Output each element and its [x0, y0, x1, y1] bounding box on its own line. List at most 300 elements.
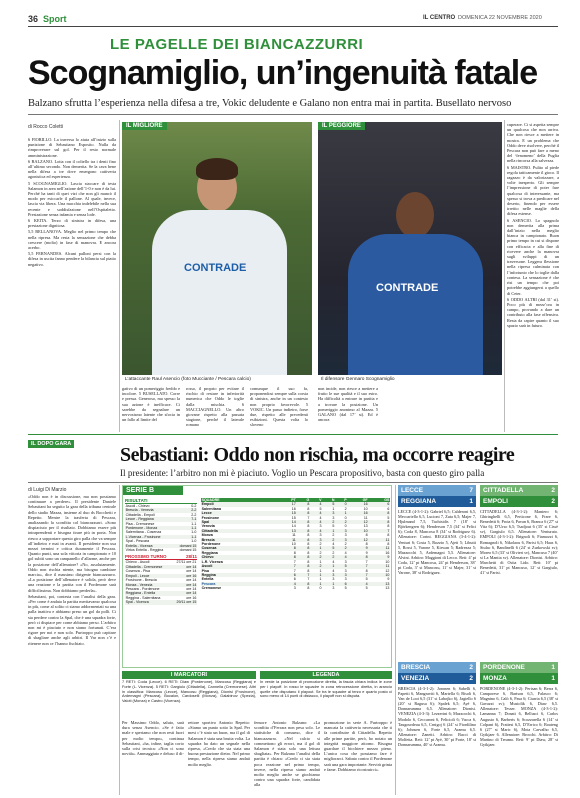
- table-cell: 16: [291, 506, 296, 511]
- match-report-brescia-venezia: [398, 662, 476, 794]
- table-cell: 8: [296, 520, 310, 524]
- away-score: 1: [469, 498, 473, 505]
- worst-label: IL PEGGIORE: [318, 122, 365, 130]
- results-label: RISULTATI: [125, 498, 197, 504]
- worst-photo: [318, 122, 502, 384]
- table-cell: ore 14: [186, 586, 197, 591]
- table-cell: 13: [363, 524, 368, 529]
- table-cell: 8: [277, 555, 297, 559]
- player-shirt: [152, 210, 287, 380]
- table-cell: Brescia: [201, 538, 277, 542]
- table-cell: L.Vicenza - Frosinone: [125, 535, 174, 539]
- match-report-pordenone-monza: [480, 662, 558, 794]
- next-round-label: PROSSIMO TURNO: [125, 554, 167, 560]
- table-cell: 8: [307, 568, 310, 573]
- home-team-row: [480, 662, 558, 673]
- best-label: IL MIGLIORE: [122, 122, 167, 130]
- table-cell: 4: [344, 550, 347, 555]
- table-cell: 8: [365, 568, 368, 573]
- table-cell: 8: [368, 520, 390, 524]
- table-cell: 1: [319, 577, 322, 582]
- away-score: 1: [551, 675, 555, 682]
- subheadline: Balzano sfrutta l’esperienza nella difesa a tre, Vokic deludente e Galano non entra mai in partita. Busellato nervoso: [28, 98, 512, 109]
- table-cell: 5: [387, 515, 390, 520]
- table-cell: 0: [319, 586, 322, 591]
- table-cell: 8: [347, 555, 368, 559]
- kicker: LE PAGELLE DEI BIANCAZZURRI: [110, 36, 364, 53]
- table-cell: Pescara: [201, 582, 277, 586]
- ratings-column-3: rosso, il proprio per evitare il rischio di restare in inferiorità numerica che Oddo le toglie dalla mischia. 6 MACCIAGNELLO. Un altro giovane rispetto alla passata stagione, perché il laterale romano: [186, 386, 244, 428]
- table-cell: 4: [310, 529, 322, 533]
- table-cell: 8: [296, 564, 310, 568]
- table-cell: Spal: [201, 520, 277, 524]
- table-cell: 3: [332, 586, 335, 591]
- table-cell: 6: [387, 506, 390, 511]
- table-cell: Brescia - Venezia: [125, 508, 174, 512]
- table-cell: 3: [344, 568, 347, 573]
- match-text: LECCE (4-3-1-2): Gabriel 6,5; Calderoni 6,5, Meccariello 6,5, Lucioni 7, Zuta 6,5; Majer 7, Hjulmand 7,5, Tachtsidis 7 (18’ st Björkengren 6); Henderson 7,5 (34’ st Felici 6); Coda 8, Mancosu 8 (34’ st Rodriguez 6). Allenatore: Corini. REGGIANA (3-4-1-2): Venturi 6; Costa 5, Rozzio 5, Ajeti 5; Libutti 5, Rossi 5, Varone 5, Kirwan 5; Radrezza 5; Mazzocchi 5, Ardemagni 5,5. Allenatore: Alvini. Arbitro: Maggioni di Lecco. Reti: 4’ pt Coda, 12’ pt Mancosu, 24’ pt Henderson, 38’ pt Coda, 3’ st Mancosu, 11’ st Majer, 31’ st Varone, 38’ st Rodriguez.: [398, 509, 476, 576]
- table-cell: 5: [322, 502, 335, 506]
- home-team-row: [398, 662, 476, 673]
- result-row: [125, 548, 197, 552]
- table-cell: 8: [293, 550, 296, 555]
- table-cell: 1: [319, 559, 322, 564]
- page-header: [28, 13, 558, 27]
- table-cell: 7: [307, 577, 310, 582]
- table-cell: 8: [387, 533, 390, 538]
- table-cell: 16: [347, 511, 368, 515]
- home-score: 2: [469, 664, 473, 671]
- table-cell: Lecce: [201, 511, 277, 515]
- table-cell: 4: [332, 568, 335, 573]
- table-cell: 1: [319, 568, 322, 573]
- table-cell: ore 16: [186, 595, 197, 600]
- table-cell: 4: [319, 515, 322, 520]
- away-team: EMPOLI: [483, 498, 508, 505]
- table-cell: 1-1: [191, 521, 197, 526]
- table-cell: Entella - Vicenza: [125, 544, 174, 548]
- table-cell: 13: [277, 529, 297, 533]
- table-cell: ore 14: [186, 569, 197, 574]
- headline: Scognamiglio, un’ingenuità fatale: [28, 54, 538, 92]
- table-cell: 7-1: [174, 517, 197, 521]
- table-cell: 3: [335, 529, 347, 533]
- next-round-date: 28/11: [185, 554, 197, 560]
- rating-sub: 6 ODDO ALTRI (dal 31’ st). Poco più di mezz’ora in campo, provando a dare un contributo alla fase offensiva. Resta da capire quanto il suo spazio sarà in futuro.: [507, 296, 559, 328]
- best-caption: L’attaccante Raul Asencio (foto Mucciante / Pescara calcio): [122, 375, 312, 384]
- fixture-row: [125, 600, 197, 604]
- table-cell: 3: [319, 533, 322, 538]
- away-team-row: [480, 496, 558, 507]
- table-cell: 1-1: [174, 535, 197, 539]
- table-cell: 3: [293, 586, 296, 591]
- table-cell: 9: [365, 550, 368, 555]
- table-cell: Frosinone - Brescia: [125, 578, 157, 583]
- table-cell: 14: [291, 524, 296, 529]
- table-cell: 2: [332, 533, 335, 538]
- match-text: PORDENONE (4-3-1-2): Perisan 6; Berra 6, Camporese 6, Barison 6,5, Falasco 6; Magnino 6, Calò 6, Pasa 6; Ciurria 6,5 (38’ st Gavazzi sv); Musiolik 6, Diaw 6,5. Allenatore: Tesser. MONZA (4-3-1-2): Lamanna 7; Donati 6, Bellusci 6, Carlos Augusto 6, Barberis 6; Scozzarella 6 (14’ st Colpani 6), Frattesi 6,5, D’Errico 6; Boateng 6 (27’ st Maric 6), Mota Carvalho 6,5, Gytkjaer 6. Allenatore: Brocchi. Arbitro: Di Martino di Teramo. Reti: 9’ pt Diaw, 28’ st Gytkjaer.: [480, 686, 558, 748]
- table-cell: 0: [335, 502, 347, 506]
- table-cell: ore 14: [171, 565, 197, 569]
- table-cell: 2-2: [174, 508, 197, 512]
- rating-fernandes: 5,5 FERNANDES. Alcuni palloni persi con la difesa in uscita fanno pendere la bilancia sul piatto negativo.: [28, 251, 116, 267]
- table-cell: 5: [335, 564, 347, 568]
- away-score: 2: [551, 498, 555, 505]
- article-column-5: promozione in serie A. Purtroppo è mancata la cattiveria necessaria che ti fa contribuire di Cittadella. Repetto alle prime partite, però, ho notato un integrità maggiore attorno. Bisogna guardare il bicchiere mezzo pieno. L’unica cosa che possiamo fare è migliorarci. Sabato contro il Pordenone sarà una gara importante. Servirà grinta e fame. Dobbiamo ricostruirci».: [324, 720, 392, 772]
- table-cell: 6: [368, 502, 390, 506]
- table-cell: Pisa - Cremonese: [125, 521, 155, 526]
- away-team-row: [480, 673, 558, 684]
- table-cell: 2-2: [191, 512, 197, 517]
- table-cell: Cosenza: [201, 546, 277, 550]
- table-cell: Pescara - Pordenone: [125, 586, 160, 591]
- table-cell: 4: [310, 520, 322, 524]
- table-cell: 4: [310, 502, 322, 506]
- table-cell: 2: [319, 550, 322, 555]
- rating-asencio: 6 ASENCIO. Lo spagnolo non demerita alla prima dall’inizio nella meglio bianca in campionato. Buon primo tempo in cui si dispone con efficacia e alla fine di ricevere anche la manovra sugli sviluppi di un traversone. Leggera flessione nella ripresa culminata con l’infortunio che lo toglie dalla contesa. La sensazione è che risi un tempo che poi potrebbe aggiungersi a quello di Ceter.: [507, 217, 559, 296]
- table-cell: Ascoli: [201, 564, 277, 568]
- table-cell: Monza - Venezia: [125, 583, 171, 587]
- table-cell: 9: [387, 577, 390, 582]
- table-cell: Reggiana: [201, 550, 218, 555]
- match-report-cittadella-empoli: [480, 485, 558, 657]
- table-cell: 4: [277, 582, 297, 586]
- table-cell: 7: [296, 573, 310, 577]
- legenda-label: LEGENDA: [260, 671, 392, 679]
- table-cell: 13: [385, 586, 390, 591]
- results-table: [125, 504, 197, 552]
- column-header: P: [335, 498, 347, 502]
- table-cell: Ascoli - Chievo: [125, 504, 150, 508]
- table-cell: Pordenone: [201, 542, 221, 547]
- table-cell: ore 14: [171, 591, 197, 595]
- standings-row: [201, 586, 390, 590]
- table-cell: 7: [347, 573, 368, 577]
- table-cell: 16: [347, 502, 368, 506]
- table-cell: 4: [332, 559, 335, 564]
- table-cell: 8: [365, 533, 368, 538]
- table-cell: 6: [293, 577, 296, 582]
- player-head: [396, 192, 434, 238]
- ratings-column-6: [507, 122, 559, 430]
- table-cell: 10: [368, 573, 390, 577]
- table-cell: 3: [344, 533, 347, 538]
- table-cell: 7: [293, 568, 296, 573]
- rating-balzano: 6 BALZANO. Lotta con il coltello tra i denti fino all’ultimo secondo. Non demerita. Se la cava bene nella difesa a tre dove emergono cattiveria agonistica ed esperienza.: [28, 158, 116, 180]
- table-cell: 2: [344, 506, 347, 511]
- table-cell: 5: [319, 506, 322, 511]
- article-column-4: fensore Antonio Balzano: «La sconfitta d’Ferrara non pesa solo. Le statistiche di consumo, dice il biancazzurro. «Nel calcio si commettono gli errori, ma il gol di Salamon è stata solo una lettura sbagliata». Per Balzano l’analisi della partita è chiara: «Credo ci sia stata poca reazione nel primo tempo, invece, nella ripresa siamo andati molto meglio anche se giochiamo contro una squadra forte, candidata alla: [254, 720, 320, 788]
- table-cell: Spal - Pescara: [125, 539, 150, 544]
- table-cell: Venezia: [201, 524, 215, 529]
- table-cell: 8: [307, 524, 310, 529]
- issue-date: DOMENICA 22 NOVEMBRE 2020: [458, 15, 542, 21]
- table-cell: 7: [347, 564, 368, 568]
- home-team-row: [480, 485, 558, 496]
- table-cell: Cremonese: [201, 586, 222, 591]
- match-text: BRESCIA (4-3-1-2): Joronen 6; Sabelli 6, Papetti 6, Mangraviti 6, Martella 6; Bisoli 6, Van de Looi 6,5 (31’ st Labojko 6), Jagiello 6 (20’ st Ragusa 6); Spalek 6,5; Ayè 6, Donnarumma 6,5. Allenatore: Dionisi. VENEZIA (4-3-3): Lezzerini 6; Mazzocchi 6, Modolo 6, Ceccaroni 6, Felicioli 6; Vacca 6, Taugourdeau 6,5, Crnigoj 6 (24’ st Fiordilino 6); Johnsen 6, Forte 6,5, Aramu 6,5. Allenatore: Zanetti. Arbitro: Bacci di Molfetta. Reti: 12’ pt Ayè, 30’ pt Forte, 18’ st Donnarumma, 40’ st Aramu.: [398, 686, 476, 748]
- table-cell: ore 14: [171, 583, 197, 587]
- table-cell: 6: [335, 582, 347, 586]
- table-cell: 8: [307, 559, 310, 564]
- best-photo: [122, 122, 312, 384]
- legenda-text: In verde la posizione di promozione diretta, la fascia chiara indica le zone per i playoff. In rosso le squadre in zona retrocessione diretta, in arancio quelle che disputano il playout. Se tra le squadre al terzo e quarto posto ci sono meno di 14 punti di distacco, il playoff non si disputa.: [260, 680, 392, 699]
- table-cell: 3: [344, 577, 347, 582]
- table-cell: 8: [296, 529, 310, 533]
- table-cell: 8: [296, 546, 310, 550]
- table-cell: 3: [335, 573, 347, 577]
- results-panel: [125, 498, 197, 605]
- table-cell: 8: [387, 524, 390, 529]
- table-cell: 2: [310, 564, 322, 568]
- table-cell: 15: [277, 511, 297, 515]
- column-header: GS: [368, 498, 390, 502]
- table-cell: Salernitana - Cosenza: [125, 530, 162, 535]
- table-cell: Pordenone - Monza: [125, 526, 174, 530]
- table-cell: 5: [344, 586, 347, 591]
- table-cell: 10: [363, 506, 368, 511]
- away-team: VENEZIA: [401, 675, 430, 682]
- column-header: SQUADRE: [201, 498, 277, 502]
- table-cell: Empoli - Lecce: [125, 574, 171, 578]
- table-cell: 1-0: [191, 539, 197, 544]
- table-cell: Reggina: [201, 573, 277, 577]
- serie-b-box: [122, 485, 392, 668]
- table-cell: 11: [368, 564, 390, 568]
- table-cell: 12: [347, 520, 368, 524]
- table-cell: 1: [332, 506, 335, 511]
- table-cell: 2: [344, 542, 347, 547]
- table-cell: 8: [307, 550, 310, 555]
- table-cell: 3: [310, 538, 322, 542]
- table-cell: 0: [344, 515, 347, 520]
- player-shirt: [348, 234, 483, 384]
- table-cell: 3: [322, 511, 335, 515]
- article-column-2: Per Massimo Oddo, saluto, sarà dura senza Asencio. «Se è fatto male e speriamo che non resti fuori per molto tempo», continua Sebastiani, «ha, infine, taglia corto sulla crisi tecnica: «Non ci sono novità». Ammaggiato e deluso il di-: [122, 720, 184, 757]
- table-cell: 8: [368, 511, 390, 515]
- standings-table: [201, 498, 390, 591]
- table-cell: 8: [307, 586, 310, 591]
- table-cell: 4: [335, 555, 347, 559]
- table-cell: 2: [332, 550, 335, 555]
- table-cell: 16: [385, 550, 390, 555]
- table-cell: 11: [292, 533, 296, 538]
- table-cell: 8: [307, 506, 310, 511]
- table-cell: Cittadella - Empoli: [125, 512, 155, 517]
- table-cell: 8: [296, 502, 310, 506]
- player-hair: [196, 158, 238, 180]
- table-cell: 1: [335, 511, 347, 515]
- table-cell: 7: [277, 564, 297, 568]
- table-cell: 8: [307, 533, 310, 538]
- table-cell: 8: [365, 542, 368, 547]
- table-cell: Cittadella - Cremonese: [125, 565, 171, 569]
- byline: di Rocco Coletti: [28, 124, 64, 130]
- table-cell: 1: [310, 573, 322, 577]
- table-cell: Virtus Entella - Reggina: [125, 548, 164, 553]
- table-cell: 7: [307, 515, 310, 520]
- table-cell: 3: [332, 577, 335, 582]
- table-cell: Pisa: [201, 568, 209, 573]
- table-cell: 0: [344, 524, 347, 529]
- table-cell: 1: [310, 582, 322, 586]
- table-cell: Frosinone: [201, 515, 219, 520]
- table-cell: 14: [277, 520, 297, 524]
- table-cell: 9: [368, 555, 390, 559]
- table-cell: 29/11 ore 15: [171, 600, 197, 604]
- rating-scognamiglio: 5 SCOGNAMIGLIO. Lascia staccare di testa Salamon in area nell’azione dell’1-0 e non è da lui. Perché ha tanti di quei vizi che non gli mancò il modo per esiccarle il pallone. Al quale, invece, lascia via libera. Una macchia indelebile nella sua recente e soddisfazione nell’Ospitaletto. Prestazione senza infamia e senza lode.: [28, 180, 116, 217]
- table-cell: 3: [322, 573, 335, 577]
- table-cell: Spal - Vicenza: [125, 600, 171, 604]
- table-cell: 6: [277, 573, 297, 577]
- table-cell: 1: [322, 529, 335, 533]
- table-cell: 2: [319, 542, 322, 547]
- table-cell: 5: [332, 524, 335, 529]
- away-team-row: [398, 673, 476, 684]
- home-team: CITTADELLA: [483, 487, 524, 494]
- home-score: 7: [469, 487, 473, 494]
- table-cell: 7: [293, 559, 296, 564]
- home-team: PORDENONE: [483, 664, 525, 671]
- table-cell: 3: [319, 524, 322, 529]
- table-cell: 8: [296, 538, 310, 542]
- table-cell: Monza: [201, 533, 213, 538]
- table-cell: 8: [387, 542, 390, 547]
- table-cell: 5: [322, 546, 335, 550]
- table-cell: 11: [368, 538, 390, 542]
- table-cell: Chievo - Ascoli: [125, 560, 150, 565]
- ratings-column-2: gativo di un pomeriggio freddo e incolore. 5 BUSELLATO. Corre e pressa. Generoso, ma spesso la sua azione è inefficace. Ci sarebbe da segnalare un nervosismo latente che sfocia in un fallo al limite del: [122, 386, 180, 423]
- table-cell: 3: [332, 515, 335, 520]
- table-cell: 2: [322, 538, 335, 542]
- marcatori-text: 7 RETI: Coda (Lecce). 6 RETI: Diaw (Pordenone), Mancosu (Reggiana) e Forte (L. Vicenza). 5 RETI: Gargiulo (Cittadella), Cannella (Cremonese). Altri in classifica: Mancosu (Lecce), Mancosu (Reggiana), Dionisi (Frosinone), Ardemagni (Pescara), Bocalon, Cardoselli (Monza), Galabinov (Spezia), Valoti (Monza) e Castro (Vicenza).: [122, 680, 256, 704]
- table-cell: 3: [344, 559, 347, 564]
- away-team-row: [398, 496, 476, 507]
- table-cell: Lecce - Reggiana: [125, 517, 174, 521]
- table-cell: 2: [310, 555, 322, 559]
- rating-maistro: 6 MAISTRO. Pulito al piede regola tatticamente il gioco. Il ragazzo è da valorizzare, a volte inesperto. Gli sempre l’impressione di poter fare qualcosa di interessante, ma spesso si trova a predicare nel deserto, finendo per essere irretito nelle maglie della difesa estense.: [507, 164, 559, 217]
- column-header: N: [322, 498, 335, 502]
- home-team: BRESCIA: [401, 664, 431, 671]
- table-cell: Cosenza - Pisa: [125, 569, 150, 574]
- table-cell: Empoli: [201, 502, 277, 506]
- table-cell: 1-0: [191, 530, 197, 535]
- dopo-gara-byline: di Luigi Di Marzio: [28, 487, 67, 493]
- away-score: 2: [469, 675, 473, 682]
- rating-continued: cuperare. Ci si aspetta sempre un qualcosa che non arriva. Che non riesce a mettere in mostra. E un problema che Oddo deve risolvere, perché il Pescara non può fare a meno del ‘fenomeno’ della Puglia nella rincorsa alla salvezza.: [507, 122, 559, 164]
- table-cell: Chievo: [201, 555, 277, 559]
- table-cell: 1: [310, 546, 322, 550]
- table-cell: 1: [322, 564, 335, 568]
- ratings-column-1: [28, 137, 116, 397]
- table-cell: Salernitana: [201, 506, 221, 511]
- home-team: LECCE: [401, 487, 424, 494]
- table-cell: 11: [363, 515, 368, 520]
- column-header: PT: [277, 498, 297, 502]
- table-cell: 5: [365, 586, 368, 591]
- table-cell: 3: [335, 538, 347, 542]
- column-header: GF: [347, 498, 368, 502]
- article-paragraph: Sebastiani, poi, contesta con l’analisi della gara. «Per come è andata la partita meritavamo qualcosa in più, come al solito ci siamo addormentati su una palla inattiva e abbiamo preso un gol da polli. Ci sta perdere contro la Spal, che è una squadra forte, però ci dispiace per come abbiamo perso. L’arbitro non mi è piaciuto e non siamo fortunati. C’era rigore per noi e non solo. Purtroppo può capitare di sbagliare anche agli arbitri. Il Var non c’è e ritenere non ce l’hanno fischiato.: [28, 593, 116, 646]
- table-cell: Reggiana - Entella: [125, 591, 171, 595]
- table-cell: 7: [368, 529, 390, 533]
- home-score: 2: [551, 487, 555, 494]
- table-cell: 7: [365, 559, 368, 564]
- home-team-row: [398, 485, 476, 496]
- table-cell: 4: [310, 511, 322, 515]
- table-cell: 8: [296, 511, 310, 515]
- table-cell: domani 15: [179, 548, 197, 553]
- marcatori-label: I MARCATORI: [122, 671, 256, 679]
- table-cell: 27/11 ore 21: [176, 560, 197, 565]
- match-report-lecce-reggiana: [398, 485, 476, 657]
- table-cell: ore 14: [186, 578, 197, 583]
- next-round-table: [125, 560, 197, 604]
- table-cell: L.R. Vicenza: [201, 559, 223, 564]
- table-cell: 10: [291, 542, 296, 547]
- standings-panel: [201, 498, 390, 591]
- ratings-column-4: comunque il suo fa, proponendosi sempre sulla corsia di sinistra, anche in un contesto non proprio favorevole. 5 VOKIC. Un passo indietro, forse due, rispetto alle precedenti esibizioni. Questa volta lo sloveno: [250, 386, 308, 428]
- table-cell: ore 16: [171, 574, 197, 578]
- table-cell: Entella: [201, 577, 214, 582]
- table-cell: domani 15: [174, 544, 197, 548]
- table-cell: 0-2: [191, 504, 197, 508]
- article-paragraph: «Oddo non è in discussione, ma non possiamo continuare a perdere». Il presidente Daniele Sebastiani ha seguito la gara della tribuna centrale dello stadio Mazza, insieme al duo ds Bocchetti e Repetto. Mentre la trasferta di Pescara, analizzando la sconfitta col biancazzurri. «Sono dispiaciuto per il risultato. Dobbiamo essere più intraprendenti e bisogna tirare più in porta. Non riesco a sopportare questo giro palla che va sempre all’indietro e mai in avanti. Il presidente non usa mezzi termini e critica duramente il Pescara. Quanto punti, una sola vittoria in campionato e 10 gol subiti sono un campanello d’allarme, anche per la posizione dell’allenatore? «No, assolutamente. Oddo non rischia niente, ma bisogna cambiare marcia», dice il massimo dirigente biancazzurro. «La posizione dell’allenatore è solida, però deve una reazione e la partita con il Pordenone sarà difficilissima. Non dobbiamo perderla».: [28, 494, 116, 593]
- table-cell: 1: [322, 582, 335, 586]
- ratings-column-5: non incide, non riesce a mettere a frutto le sue qualità e il suo estro. Ha difficoltà a entrare in partita e a trovare la posizione. Un pomeriggio anonimo al Mazza. 5 GALANO (dal 17’ st). Ed è ancora: [318, 386, 378, 423]
- shirt-sponsor: CONTRADE: [184, 262, 247, 274]
- paper-name: IL CENTRO: [423, 15, 456, 21]
- serie-b-label: SERIE B: [123, 486, 183, 495]
- worst-caption: Il difensore Gennaro Scognamiglio: [318, 375, 502, 384]
- table-cell: 8: [307, 542, 310, 547]
- table-cell: 8: [296, 582, 310, 586]
- home-score: 1: [551, 664, 555, 671]
- table-cell: 8: [296, 555, 310, 559]
- table-cell: 10: [385, 559, 390, 564]
- article-column-1: [28, 494, 116, 792]
- dopo-gara-label: IL DOPO GARA: [28, 440, 74, 448]
- article-column-3: rettore sportivo Antonio Repetto: «Siamo un punto sotto la Spal. Per mesi c’è stato un buon, ma il gol di Salamon è stata una brutta volta. La squadra ha dato un segnale nella ripresa, «Credo che sia stata una buona prestazione dietro. Nel primo tempo, nella ripresa siamo andati molto meglio.: [188, 720, 250, 767]
- dopo-gara-subheadline: Il presidente: l’arbitro non mi è piaciuto. Voglio un Pescara propositivo, basta con questo giro palla: [120, 468, 485, 478]
- table-cell: 9: [347, 546, 368, 550]
- table-cell: 12: [385, 568, 390, 573]
- table-cell: 11: [368, 546, 390, 550]
- table-cell: 1-1: [174, 526, 197, 530]
- table-cell: 2: [322, 555, 335, 559]
- section-name: Sport: [43, 14, 67, 24]
- shirt-sponsor: CONTRADE: [376, 282, 439, 294]
- table-cell: Cittadella: [201, 529, 277, 533]
- table-cell: 13: [368, 582, 390, 586]
- table-cell: 2: [335, 546, 347, 550]
- rating-keita: 6 KEITA. Terzo di sinistra in difesa, una prestazione dignitosa.: [28, 218, 116, 229]
- table-cell: 4: [347, 582, 368, 586]
- table-cell: Reggina - Salernitana: [125, 595, 161, 600]
- table-cell: 4: [332, 542, 335, 547]
- table-cell: 11: [277, 538, 297, 542]
- table-cell: 8: [277, 546, 297, 550]
- table-cell: 10: [347, 529, 368, 533]
- rating-fiorillo: 6 FIORILLO. La traversa lo aiuta all’inizio sulla punizione di Sebastiano Esposito. Nulla da rimproverare sul gol. Per il resto normale amministrazione.: [28, 137, 116, 158]
- table-cell: 2: [322, 520, 335, 524]
- rating-bellanova: 5,5 BELLANOVA. Meglio nel primo tempo che nella ripresa. Ma resta la sensazione che debba crescere (molto) in fase di manovra. E ancora acerbo.: [28, 229, 116, 251]
- page-number: 36: [28, 14, 39, 24]
- away-team: REGGIANA: [401, 498, 437, 505]
- column-header: V: [310, 498, 322, 502]
- table-cell: 2: [335, 520, 347, 524]
- dopo-gara-headline: Sebastiani: Oddo non rischia, ma occorre reagire: [120, 444, 515, 466]
